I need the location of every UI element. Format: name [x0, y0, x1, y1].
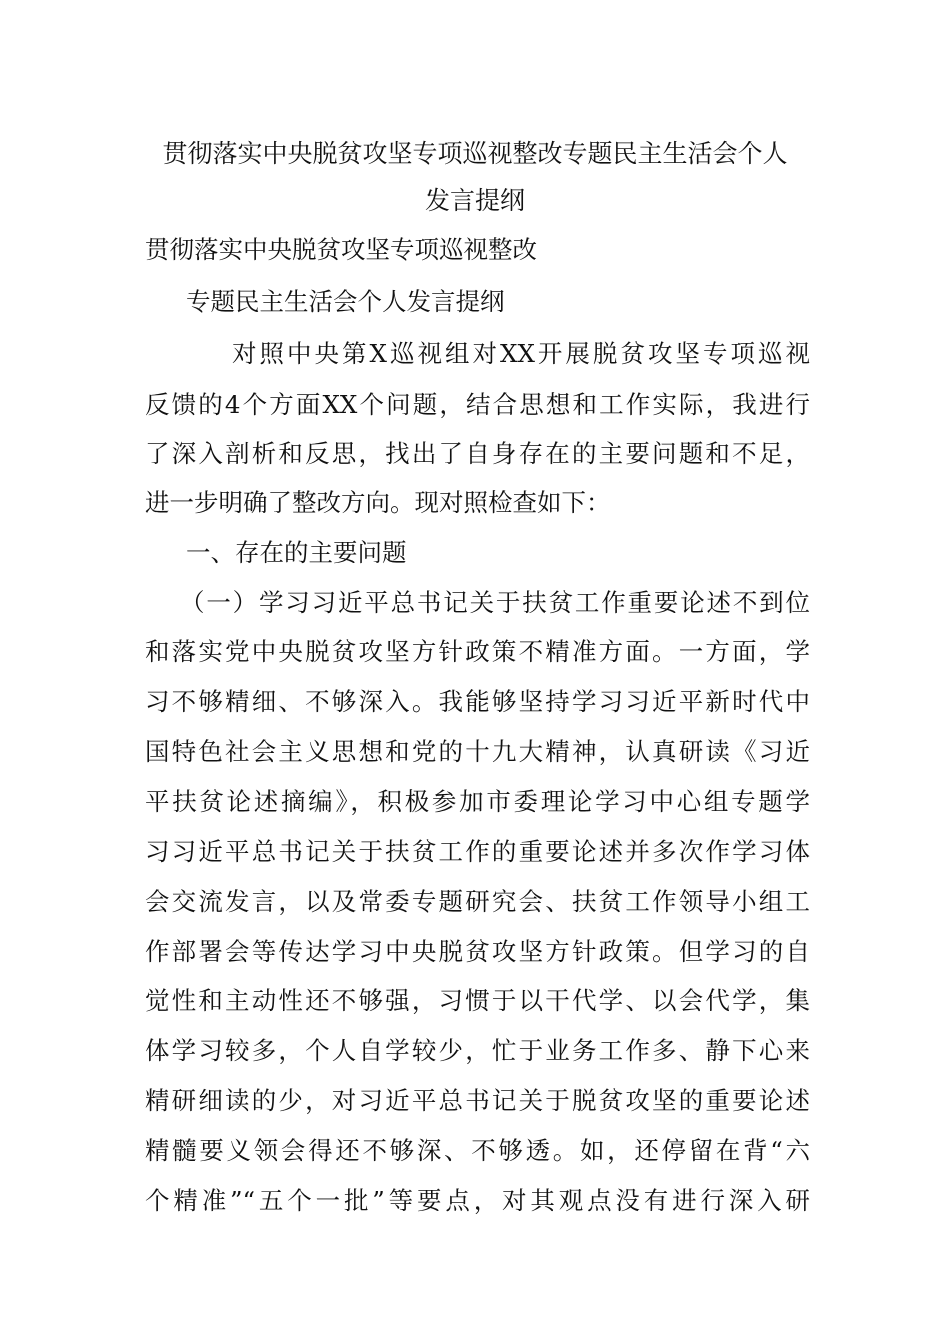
body-line-3: 习不够精细、不够深入。我能够坚持学习习近平新时代中	[145, 687, 810, 716]
body-line-4: 国特色社会主义思想和党的十九大精神，认真研读《习近	[145, 737, 810, 766]
body-line-8: 作部署会等传达学习中央脱贫攻坚方针政策。但学习的自	[145, 937, 810, 966]
body-line-10: 体学习较多，个人自学较少，忙于业务工作多、静下心来	[145, 1036, 810, 1065]
body-line-7: 会交流发言，以及常委专题研究会、扶贫工作领导小组工	[145, 887, 810, 916]
document-title-line-1: 贯彻落实中央脱贫攻坚专项巡视整改专题民主生活会个人	[162, 139, 788, 168]
body-line-1: （一）学习习近平总书记关于扶贫工作重要论述不到位	[180, 588, 810, 617]
subtitle-line-2: 专题民主生活会个人发言提纲	[186, 287, 505, 316]
body-line-5: 平扶贫论述摘编》，积极参加市委理论学习中心组专题学	[145, 787, 810, 816]
body-line-6: 习习近平总书记关于扶贫工作的重要论述并多次作学习体	[145, 837, 810, 866]
body-line-12: 精髓要义领会得还不够深、不够透。如，还停留在背“六	[145, 1136, 810, 1165]
document-title-line-2: 发言提纲	[424, 186, 525, 215]
intro-line-4: 进一步明确了整改方向。现对照检查如下：	[145, 488, 611, 517]
section-heading: 一、存在的主要问题	[186, 538, 407, 567]
intro-line-3: 了深入剖析和反思，找出了自身存在的主要问题和不足，	[145, 439, 810, 468]
intro-line-2: 反馈的4个方面XX个问题，结合思想和工作实际，我进行	[145, 390, 810, 419]
body-line-13: 个精准”“五个一批”等要点，对其观点没有进行深入研	[145, 1186, 810, 1215]
intro-line-1: 对照中央第X巡视组对XX开展脱贫攻坚专项巡视	[232, 339, 810, 368]
body-line-2: 和落实党中央脱贫攻坚方针政策不精准方面。一方面，学	[145, 637, 810, 666]
body-line-11: 精研细读的少，对习近平总书记关于脱贫攻坚的重要论述	[145, 1086, 810, 1115]
body-line-9: 觉性和主动性还不够强，习惯于以干代学、以会代学，集	[145, 986, 810, 1015]
subtitle-line-1: 贯彻落实中央脱贫攻坚专项巡视整改	[145, 235, 537, 264]
